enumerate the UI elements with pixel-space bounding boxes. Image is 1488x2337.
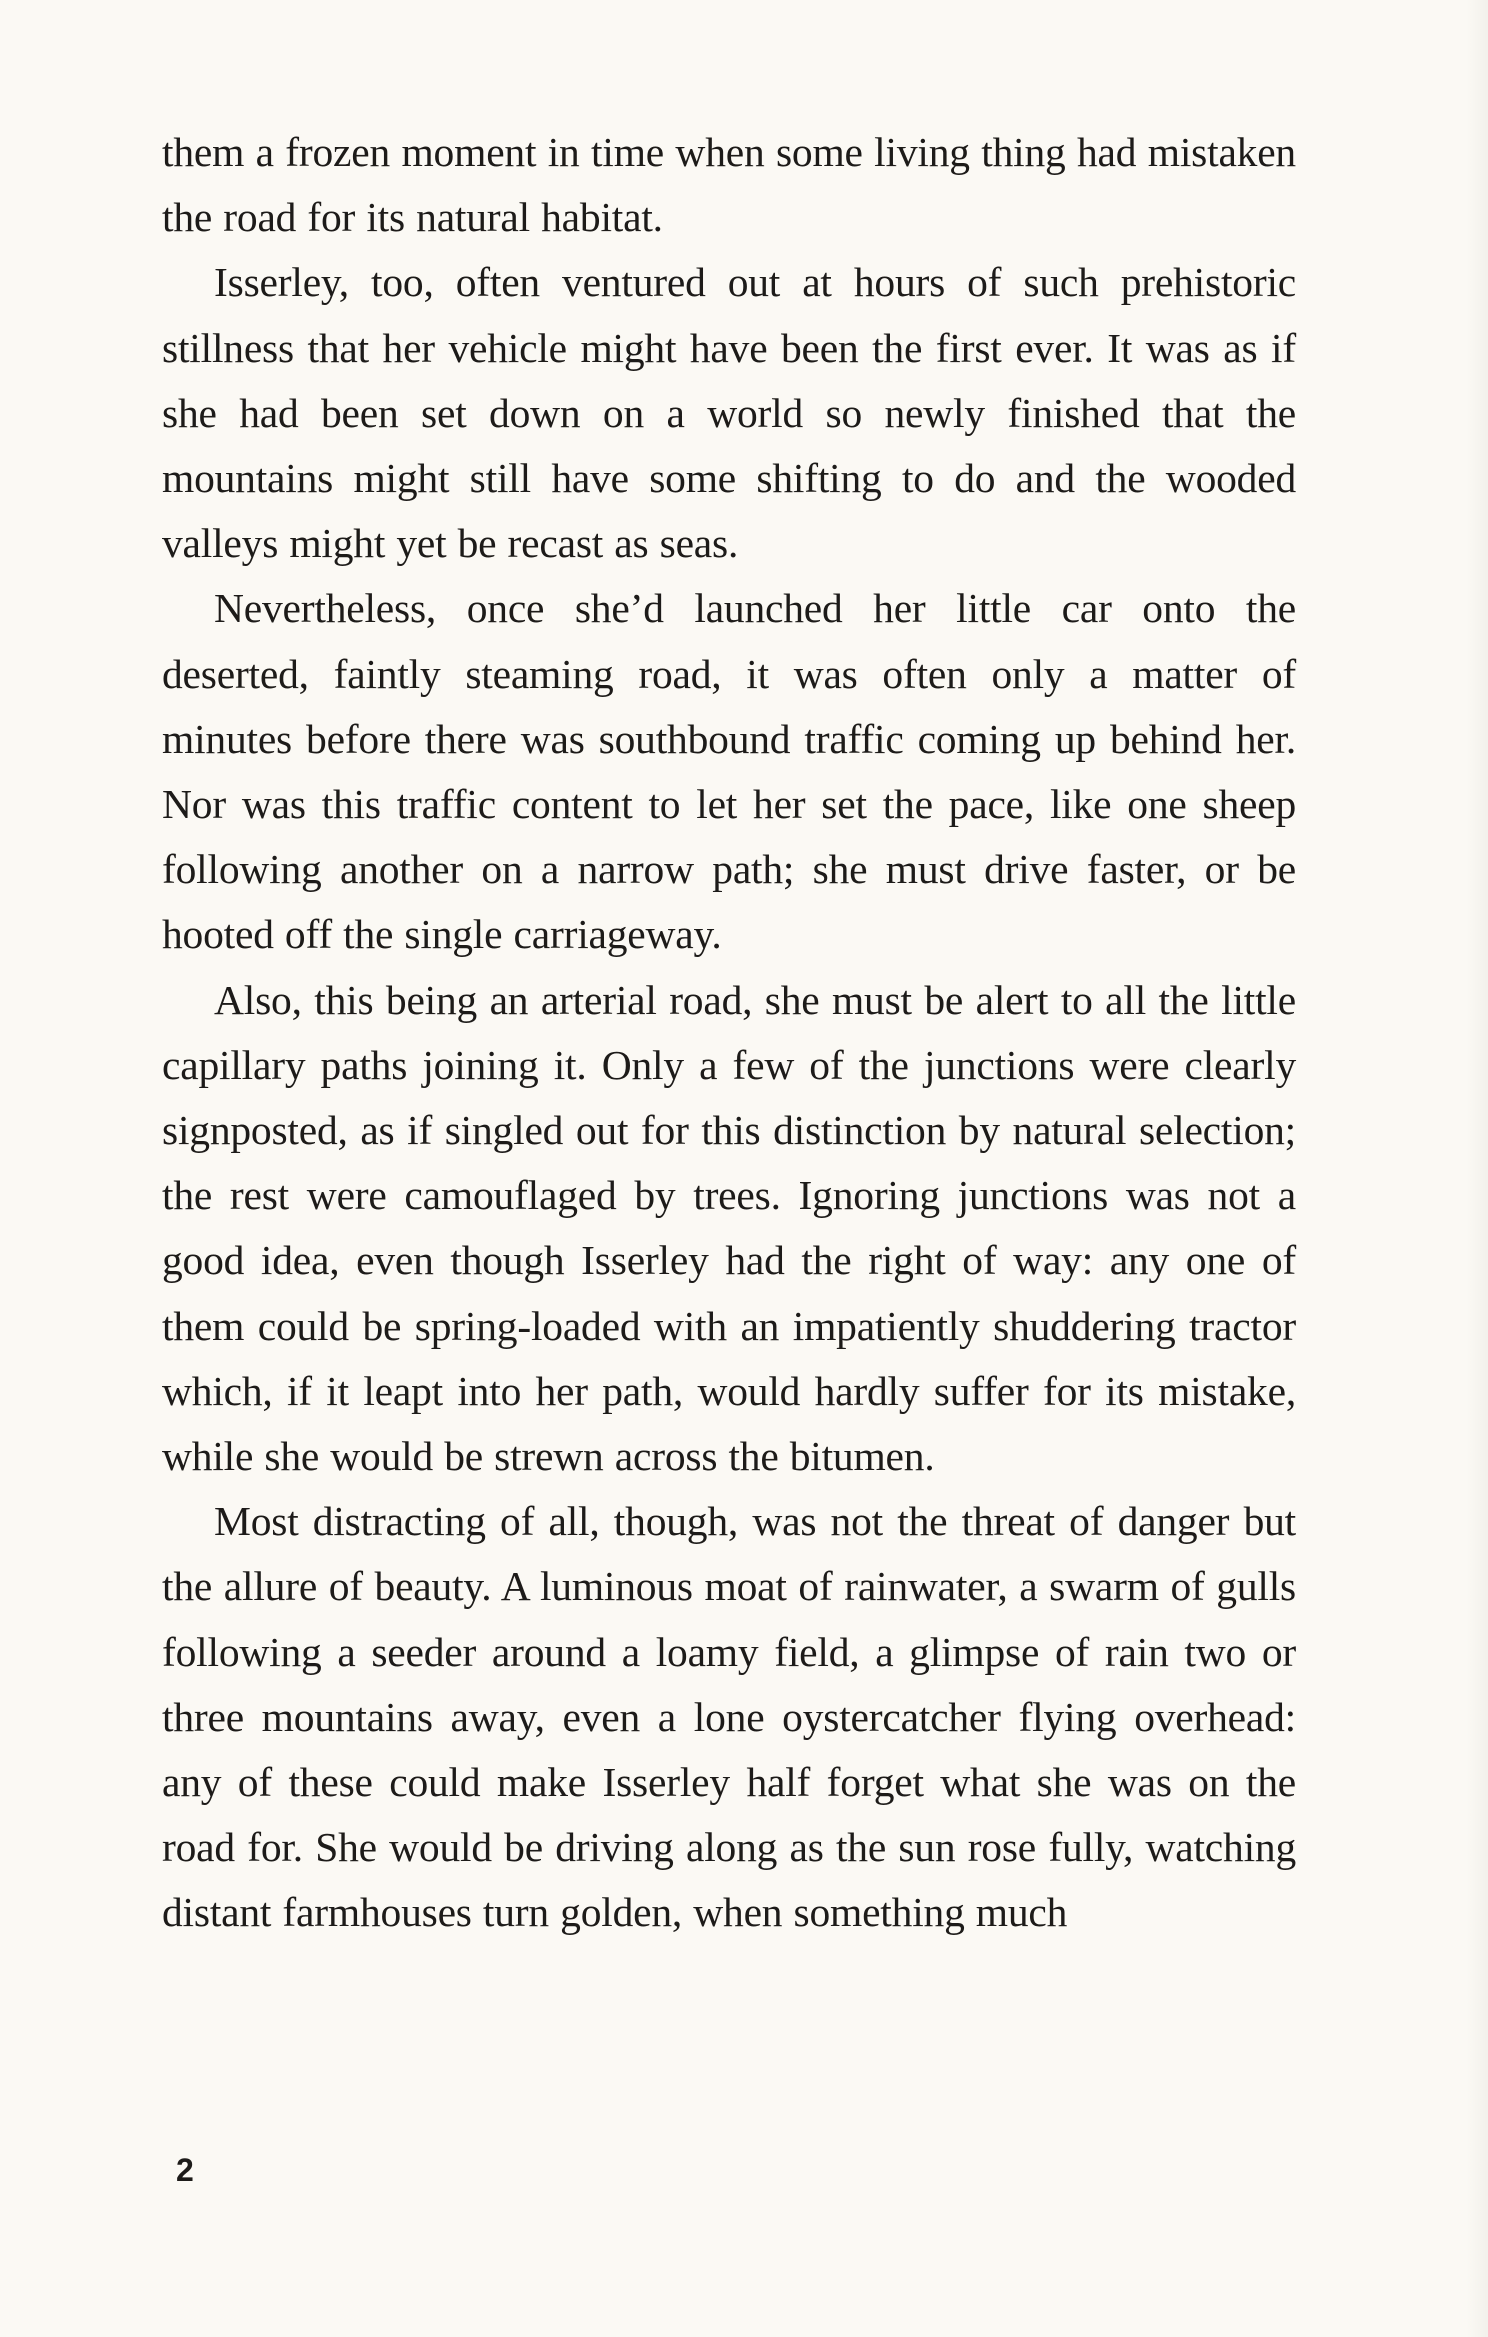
paragraph-1: them a frozen moment in time when some living thing had mistaken the road for its natural habitat. <box>162 129 1296 241</box>
paragraph-4: Also, this being an arterial road, she must be alert to all the little capillary paths joining it. Only a few of the junctions were clearly signposted, as if singled out for this distinction by natural selection; the rest were camouflaged by trees. Ignoring junctions was not a good idea, even though Isserley had the right of way: any one of them could be spring-loaded with an impatiently shuddering tractor which, if it leapt into her path, would hardly suffer for its mistake, while she would be strewn across the bitumen. <box>162 976 1296 1480</box>
paragraph-5: Most distracting of all, though, was not the threat of danger but the allure of beauty. A luminous moat of rainwater, a swarm of gulls following a seeder around a loamy field, a glimpse of rain two or three mountains away, even a lone oystercatcher flying overhead: any of these could make Isserley half forget what she was on the road for. She would be driving along as the sun rose fully, watching distant farmhouses turn golden, when something much <box>162 1498 1296 1936</box>
paragraph-3: Nevertheless, once she’d launched her little car onto the deserted, faintly steaming road, it was often only a matter of minutes before there was southbound traffic coming up behind her. Nor was this traffic content to let her set the pace, like one sheep following another on a narrow path; she must drive faster, or be hooted off the single carriageway. <box>162 585 1296 958</box>
body-text <box>162 120 1296 1946</box>
page-number: 2 <box>176 2152 194 2188</box>
page-edge-shadow <box>1466 0 1488 2337</box>
paragraph-2: Isserley, too, often ventured out at hours of such prehistoric stillness that her vehicle might have been the first ever. It was as if she had been set down on a world so newly finished that the mountains might still have some shifting to do and the wooded valleys might yet be recast as seas. <box>162 259 1296 567</box>
